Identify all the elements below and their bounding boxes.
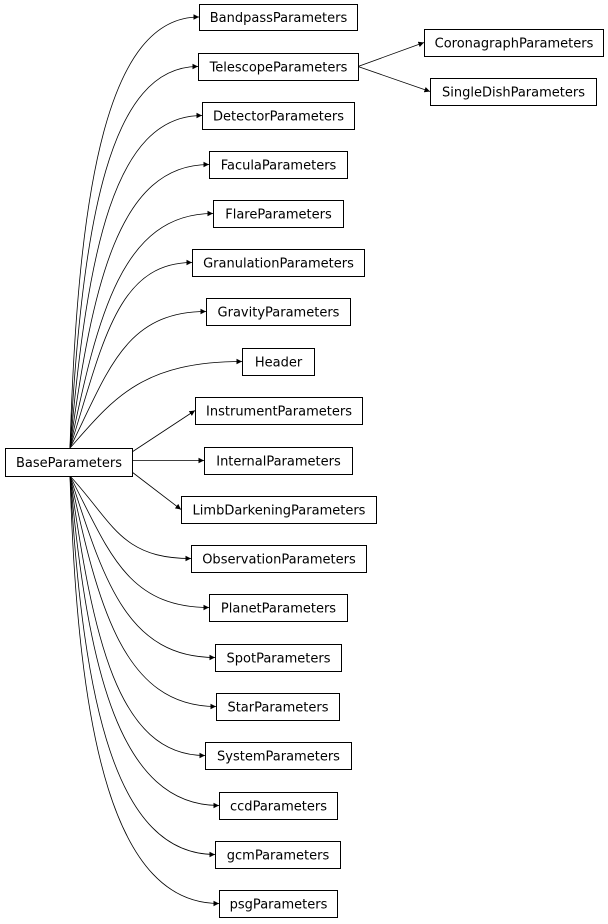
edge-base-to-instrument bbox=[132, 411, 195, 453]
node-label: SingleDishParameters bbox=[441, 85, 586, 101]
edge-base-to-bandpass bbox=[70, 17, 199, 448]
node-label: BaseParameters bbox=[15, 456, 123, 471]
node-label: GranulationParameters bbox=[203, 256, 354, 272]
node-label: ObservationParameters bbox=[202, 552, 356, 568]
edge-base-to-psg bbox=[70, 476, 219, 904]
node-label: GravityParameters bbox=[217, 305, 340, 321]
node-label: StarParameters bbox=[227, 700, 329, 716]
class-node-flare-parameters bbox=[214, 201, 344, 228]
class-node-star-parameters bbox=[217, 694, 340, 721]
edge-telescope-to-coronagraph bbox=[358, 43, 424, 67]
node-label: DetectorParameters bbox=[212, 109, 345, 125]
node-label: FaculaParameters bbox=[220, 158, 337, 174]
class-node-spot-parameters bbox=[216, 645, 342, 672]
class-node-internal-parameters bbox=[205, 448, 353, 475]
node-label: CoronagraphParameters bbox=[434, 36, 594, 52]
class-node-facula-parameters bbox=[210, 152, 348, 179]
class-node-system-parameters bbox=[206, 743, 352, 770]
edge-base-to-ccd bbox=[70, 476, 219, 806]
class-node-instrument-parameters bbox=[196, 398, 363, 425]
class-node-base-parameters bbox=[6, 449, 133, 477]
edge-base-to-granulation bbox=[70, 263, 192, 449]
class-node-single-dish-parameters bbox=[431, 79, 597, 106]
edge-telescope-to-singledish bbox=[358, 67, 430, 92]
node-label: psgParameters bbox=[229, 897, 328, 913]
class-node-ccd-parameters bbox=[220, 793, 338, 820]
class-node-detector-parameters bbox=[203, 103, 355, 130]
edge-base-to-gravity bbox=[70, 312, 206, 449]
class-node-planet-parameters bbox=[210, 595, 348, 622]
nodes-layer bbox=[6, 5, 604, 918]
edge-base-to-planet bbox=[70, 476, 209, 608]
class-node-observation-parameters bbox=[192, 546, 367, 573]
node-label: LimbDarkeningParameters bbox=[192, 503, 366, 519]
node-label: SpotParameters bbox=[226, 651, 331, 667]
class-node-coronagraph-parameters bbox=[425, 30, 604, 57]
node-label: TelescopeParameters bbox=[209, 60, 348, 76]
node-label: gcmParameters bbox=[226, 848, 330, 864]
class-node-telescope-parameters bbox=[199, 54, 359, 81]
class-node-header bbox=[243, 349, 315, 376]
edge-base-to-telescope bbox=[70, 67, 198, 449]
edge-base-to-limbdarkening bbox=[132, 472, 181, 510]
node-label: BandpassParameters bbox=[209, 11, 348, 26]
edge-base-to-gcm bbox=[70, 476, 215, 855]
node-label: InternalParameters bbox=[216, 454, 341, 470]
edge-base-to-observation bbox=[70, 476, 191, 559]
class-node-gcm-parameters bbox=[216, 842, 341, 869]
node-label: SystemParameters bbox=[217, 749, 340, 765]
class-node-bandpass-parameters bbox=[200, 5, 358, 31]
node-label: FlareParameters bbox=[225, 207, 332, 223]
edge-base-to-detector bbox=[70, 116, 202, 449]
class-node-limb-darkening-parameters bbox=[182, 497, 377, 524]
node-label: Header bbox=[254, 355, 303, 371]
node-label: ccdParameters bbox=[230, 799, 327, 815]
class-node-psg-parameters bbox=[220, 891, 338, 918]
class-node-gravity-parameters bbox=[207, 299, 351, 326]
node-label: PlanetParameters bbox=[220, 601, 337, 617]
node-label: InstrumentParameters bbox=[206, 404, 352, 420]
class-node-granulation-parameters bbox=[193, 250, 365, 277]
